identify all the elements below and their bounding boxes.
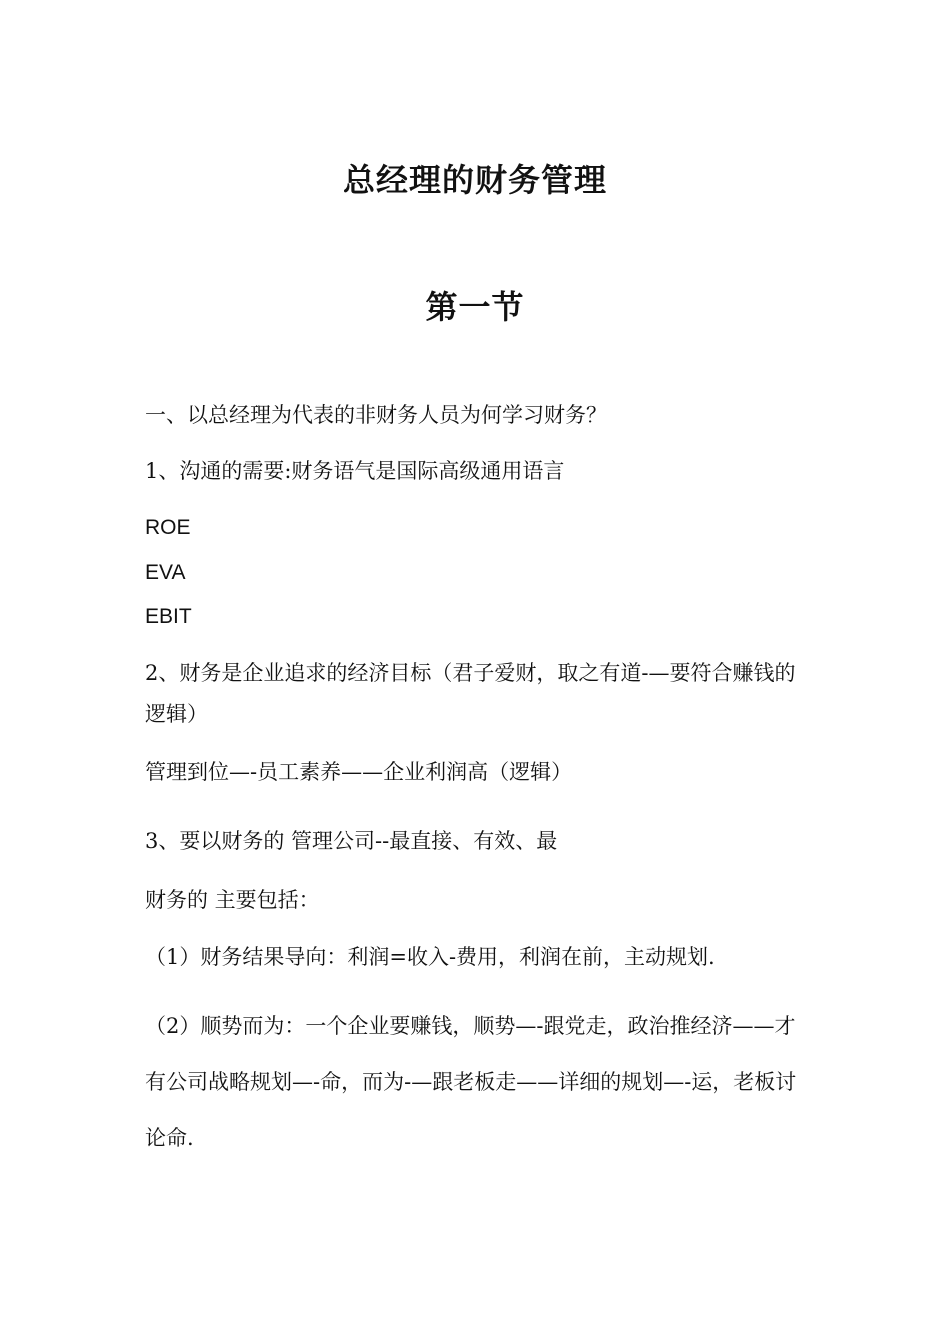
point-communication-need: 1、沟通的需要:财务语气是国际高级通用语言	[145, 459, 565, 483]
document-title: 总经理的财务管理	[342, 161, 607, 199]
point-manage-by-finance: 3、要以财务的 管理公司--最直接、有效、最	[145, 829, 558, 853]
logic-chain: 管理到位—-员工素养——企业利润高（逻辑）	[145, 760, 573, 784]
term-eva: EVA	[145, 561, 186, 584]
heading-why-learn-finance: 一、以总经理为代表的非财务人员为何学习财务？	[145, 403, 607, 427]
term-ebit: EBIT	[145, 605, 192, 628]
item-follow-trend: （2）顺势而为：一个企业要赚钱，顺势—-跟党走，政治推经济——才有公司战略规划—-命，而为-—跟老板走——详细的规划—-运，老板讨论命.	[145, 1014, 797, 1150]
term-roe: ROE	[145, 516, 191, 539]
includes-intro: 财务的 主要包括：	[145, 888, 320, 912]
section-title: 第一节	[425, 288, 525, 326]
point-economic-goal: 2、财务是企业追求的经济目标（君子爱财，取之有道-—要符合赚钱的逻辑）	[145, 661, 796, 726]
item-result-oriented: （1）财务结果导向：利润=收入-费用，利润在前，主动规划.	[145, 945, 715, 969]
